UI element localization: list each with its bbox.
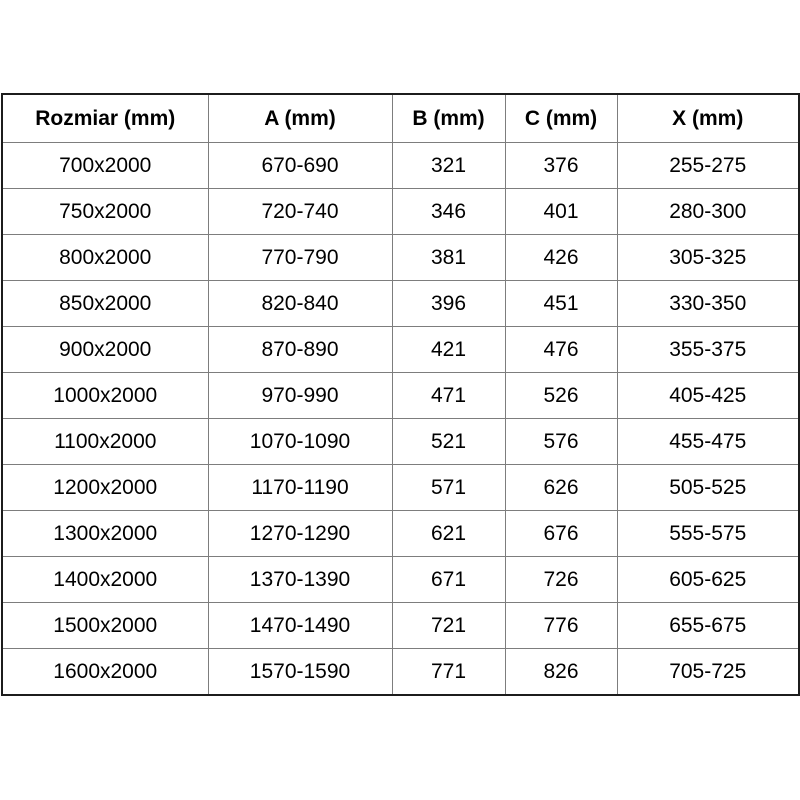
cell-rozmiar: 700x2000 bbox=[2, 143, 208, 189]
cell-c: 476 bbox=[505, 327, 617, 373]
cell-a: 820-840 bbox=[208, 281, 392, 327]
cell-b: 471 bbox=[392, 373, 505, 419]
cell-b: 571 bbox=[392, 465, 505, 511]
cell-x: 305-325 bbox=[617, 235, 799, 281]
column-header-a: A (mm) bbox=[208, 94, 392, 143]
cell-a: 1470-1490 bbox=[208, 603, 392, 649]
cell-b: 396 bbox=[392, 281, 505, 327]
cell-b: 721 bbox=[392, 603, 505, 649]
cell-a: 1070-1090 bbox=[208, 419, 392, 465]
table-row bbox=[2, 327, 799, 373]
cell-b: 321 bbox=[392, 143, 505, 189]
cell-rozmiar: 1000x2000 bbox=[2, 373, 208, 419]
table-row bbox=[2, 419, 799, 465]
cell-rozmiar: 1600x2000 bbox=[2, 649, 208, 696]
cell-c: 451 bbox=[505, 281, 617, 327]
table-row bbox=[2, 143, 799, 189]
cell-rozmiar: 850x2000 bbox=[2, 281, 208, 327]
table-row bbox=[2, 511, 799, 557]
cell-rozmiar: 1200x2000 bbox=[2, 465, 208, 511]
cell-rozmiar: 1100x2000 bbox=[2, 419, 208, 465]
cell-c: 726 bbox=[505, 557, 617, 603]
cell-rozmiar: 900x2000 bbox=[2, 327, 208, 373]
column-header-rozmiar: Rozmiar (mm) bbox=[2, 94, 208, 143]
cell-c: 676 bbox=[505, 511, 617, 557]
dimension-table bbox=[1, 93, 800, 696]
cell-c: 426 bbox=[505, 235, 617, 281]
column-header-b: B (mm) bbox=[392, 94, 505, 143]
cell-b: 521 bbox=[392, 419, 505, 465]
cell-rozmiar: 1400x2000 bbox=[2, 557, 208, 603]
cell-c: 526 bbox=[505, 373, 617, 419]
column-header-x: X (mm) bbox=[617, 94, 799, 143]
table-row bbox=[2, 465, 799, 511]
cell-a: 970-990 bbox=[208, 373, 392, 419]
cell-x: 280-300 bbox=[617, 189, 799, 235]
cell-x: 330-350 bbox=[617, 281, 799, 327]
cell-rozmiar: 800x2000 bbox=[2, 235, 208, 281]
cell-a: 1170-1190 bbox=[208, 465, 392, 511]
cell-a: 1570-1590 bbox=[208, 649, 392, 696]
cell-x: 355-375 bbox=[617, 327, 799, 373]
cell-a: 770-790 bbox=[208, 235, 392, 281]
cell-rozmiar: 1300x2000 bbox=[2, 511, 208, 557]
cell-b: 421 bbox=[392, 327, 505, 373]
cell-b: 346 bbox=[392, 189, 505, 235]
cell-a: 870-890 bbox=[208, 327, 392, 373]
table-row bbox=[2, 603, 799, 649]
cell-a: 1370-1390 bbox=[208, 557, 392, 603]
table-header-row bbox=[2, 94, 799, 143]
cell-x: 455-475 bbox=[617, 419, 799, 465]
cell-c: 401 bbox=[505, 189, 617, 235]
cell-c: 626 bbox=[505, 465, 617, 511]
table-row bbox=[2, 281, 799, 327]
cell-a: 670-690 bbox=[208, 143, 392, 189]
cell-a: 720-740 bbox=[208, 189, 392, 235]
table-row bbox=[2, 235, 799, 281]
cell-c: 826 bbox=[505, 649, 617, 696]
cell-c: 376 bbox=[505, 143, 617, 189]
cell-rozmiar: 1500x2000 bbox=[2, 603, 208, 649]
cell-x: 605-625 bbox=[617, 557, 799, 603]
cell-b: 671 bbox=[392, 557, 505, 603]
table-row bbox=[2, 189, 799, 235]
table-row bbox=[2, 373, 799, 419]
cell-x: 705-725 bbox=[617, 649, 799, 696]
cell-x: 555-575 bbox=[617, 511, 799, 557]
table-body bbox=[2, 143, 799, 696]
cell-x: 505-525 bbox=[617, 465, 799, 511]
cell-x: 405-425 bbox=[617, 373, 799, 419]
cell-b: 381 bbox=[392, 235, 505, 281]
cell-c: 776 bbox=[505, 603, 617, 649]
cell-a: 1270-1290 bbox=[208, 511, 392, 557]
table-row bbox=[2, 649, 799, 696]
column-header-c: C (mm) bbox=[505, 94, 617, 143]
cell-c: 576 bbox=[505, 419, 617, 465]
table-row bbox=[2, 557, 799, 603]
cell-b: 771 bbox=[392, 649, 505, 696]
cell-x: 255-275 bbox=[617, 143, 799, 189]
cell-rozmiar: 750x2000 bbox=[2, 189, 208, 235]
cell-b: 621 bbox=[392, 511, 505, 557]
cell-x: 655-675 bbox=[617, 603, 799, 649]
